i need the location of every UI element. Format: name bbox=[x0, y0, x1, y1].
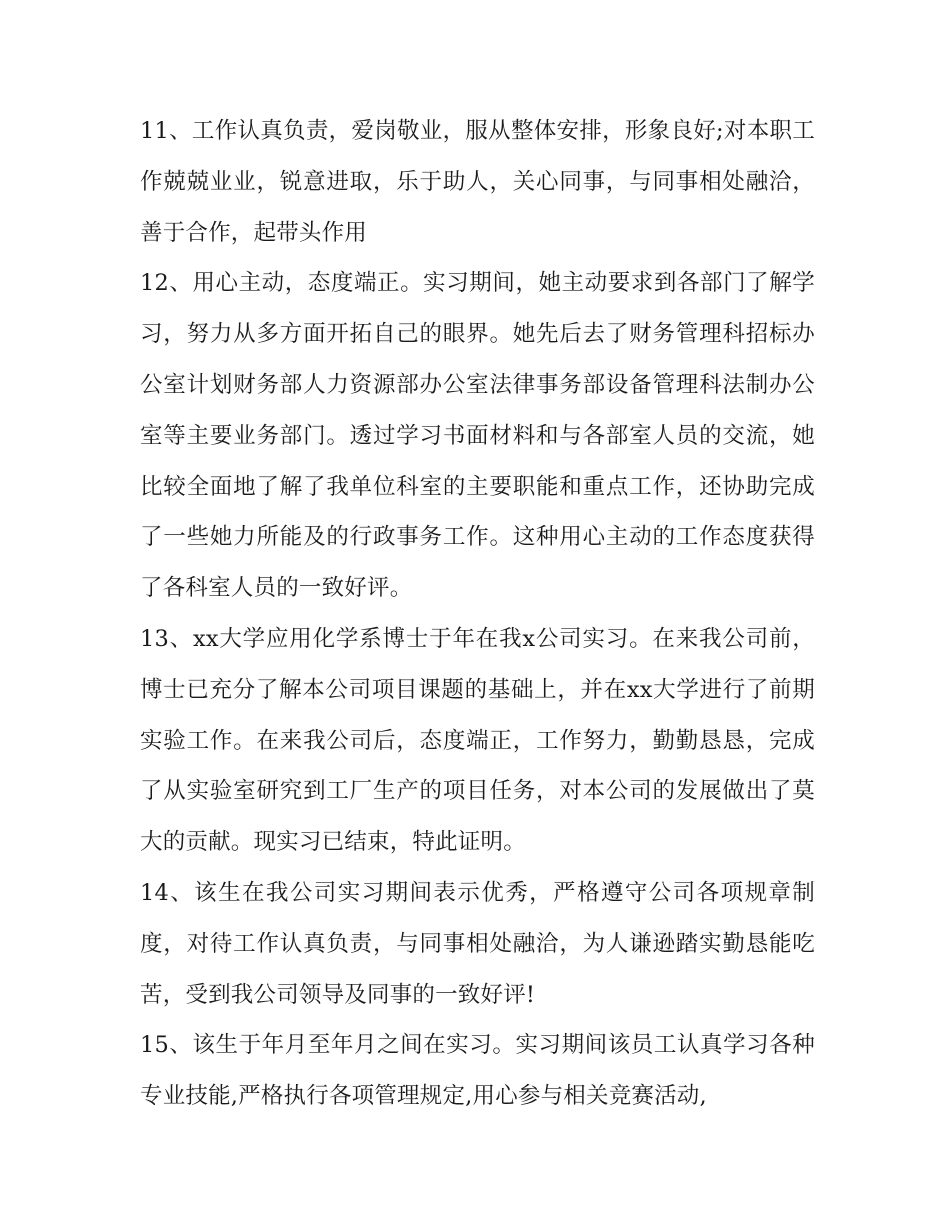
document-body bbox=[140, 106, 815, 1122]
paragraph-14: 14、该生在我公司实习期间表示优秀，严格遵守公司各项规章制度，对待工作认真负责，与同事相处融洽，为人谦逊踏实勤恳能吃苦，受到我公司领导及同事的一致好评! bbox=[140, 879, 815, 1008]
paragraph-15: 15、该生于年月至年月之间在实习。实习期间该员工认真学习各种专业技能,严格执行各项管理规定,用心参与相关竞赛活动, bbox=[140, 1032, 815, 1110]
paragraph-11: 11、工作认真负责，爱岗敬业，服从整体安排，形象良好;对本职工作兢兢业业，锐意进取，乐于助人，关心同事，与同事相处融洽，善于合作，起带头作用 bbox=[140, 118, 815, 246]
paragraph-13: 13、xx大学应用化学系博士于年在我x公司实习。在来我公司前，博士已充分了解本公司项目课题的基础上，并在xx大学进行了前期实验工作。在来我公司后，态度端正，工作努力，勤勤恳恳，完成了从实验室研究到工厂生产的项目任务，对本公司的发展做出了莫大的贡献。现实习已结束，特此证明。 bbox=[140, 625, 815, 856]
paragraph-12: 12、用心主动，态度端正。实习期间，她主动要求到各部门了解学习，努力从多方面开拓自己的眼界。她先后去了财务管理科招标办公室计划财务部人力资源部办公室法律事务部设备管理科法制办公室等主要业务部门。透过学习书面材料和与各部室人员的交流，她比较全面地了解了我单位科室的主要职能和重点工作，还协助完成了一些她力所能及的行政事务工作。这种用心主动的工作态度获得了各科室人员的一致好评。 bbox=[140, 270, 815, 602]
